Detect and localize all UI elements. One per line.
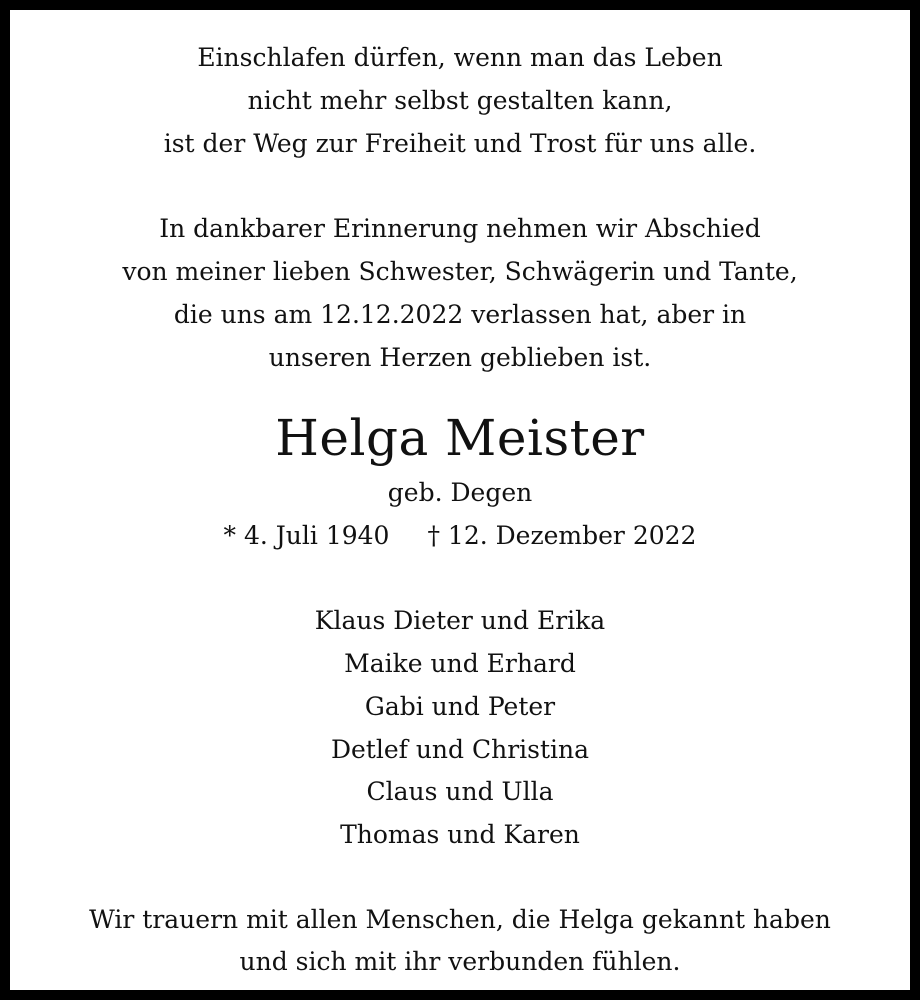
death-date: † 12. Dezember 2022 bbox=[427, 521, 697, 550]
maiden-name: geb. Degen bbox=[387, 478, 533, 507]
life-dates bbox=[10, 523, 910, 548]
mourner-5: Claus und Ulla bbox=[366, 777, 554, 806]
mourner-1: Klaus Dieter und Erika bbox=[314, 606, 606, 635]
intro-line-3: die uns am 12.12.2022 verlassen hat, aber in bbox=[173, 300, 747, 329]
intro-line-1: In dankbarer Erinnerung nehmen wir Abschied bbox=[159, 214, 761, 243]
deceased-name: Helga Meister bbox=[275, 409, 645, 467]
intro-line-4: unseren Herzen geblieben ist. bbox=[268, 343, 652, 372]
mourner-3: Gabi und Peter bbox=[364, 692, 556, 721]
mourner-2: Maike und Erhard bbox=[344, 649, 576, 678]
intro-line-2: von meiner lieben Schwester, Schwägerin und Tante, bbox=[122, 257, 798, 286]
poem-line-3: ist der Weg zur Freiheit und Trost für uns alle. bbox=[163, 129, 757, 158]
mourner-4: Detlef und Christina bbox=[330, 735, 590, 764]
poem-line-1: Einschlafen dürfen, wenn man das Leben bbox=[197, 43, 723, 72]
closing-line-2: und sich mit ihr verbunden fühlen. bbox=[239, 947, 681, 976]
birth-date: * 4. Juli 1940 bbox=[223, 521, 390, 550]
closing-line-1: Wir trauern mit allen Menschen, die Helga gekannt haben bbox=[89, 905, 831, 934]
mourner-6: Thomas und Karen bbox=[340, 820, 580, 849]
poem-line-2: nicht mehr selbst gestalten kann, bbox=[247, 86, 673, 115]
